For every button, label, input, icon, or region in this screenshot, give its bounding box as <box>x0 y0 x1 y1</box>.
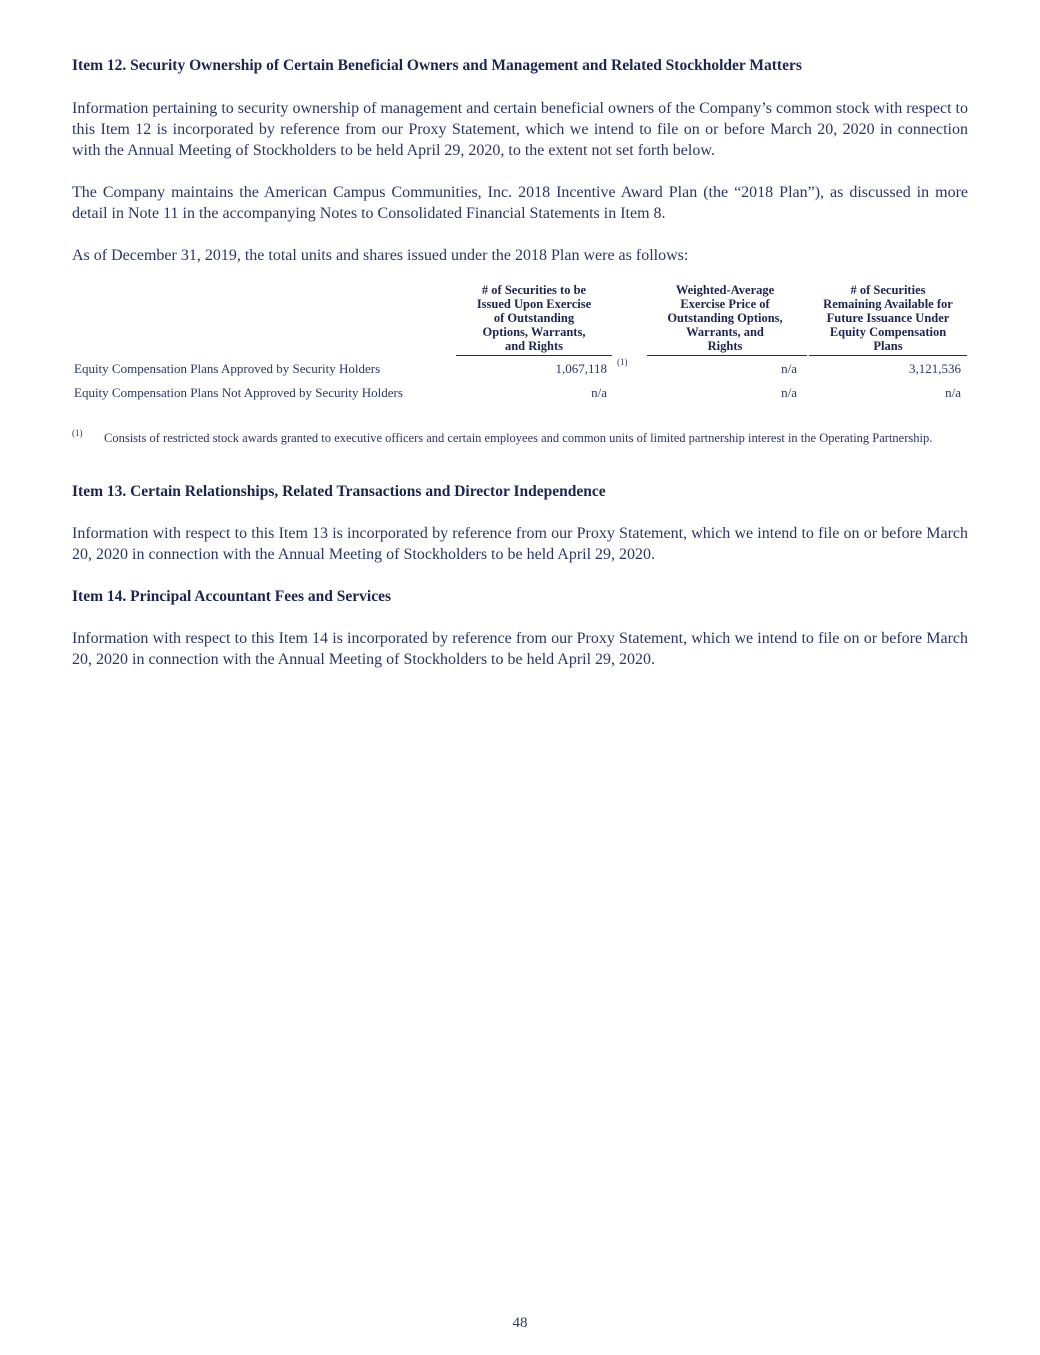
header-line: Equity Compensation <box>829 325 947 339</box>
column-underline <box>456 355 612 356</box>
header-line: Weighted-Average <box>675 283 775 297</box>
header-line: Remaining Available for <box>823 297 953 311</box>
row-label: Equity Compensation Plans Approved by Security Holders <box>74 361 381 376</box>
securities-remaining-value: 3,121,536 <box>909 361 961 376</box>
header-line: of Outstanding <box>493 311 575 325</box>
item12-paragraph-3: As of December 31, 2019, the total units and shares issued under the 2018 Plan were as follows: <box>72 247 689 264</box>
item13-paragraph: Information with respect to this Item 13 is incorporated by reference from our Proxy Statement, which we intend to file on or before March 20, 2020 in connection with the Annual Meeting of Stockholders to be held April 29, 2020. <box>72 525 968 563</box>
header-line: # of Securities to be <box>481 283 587 297</box>
item12-paragraph-1: Information pertaining to security ownership of management and certain beneficial owners of the Company’s common stock with respect to this Item 12 is incorporated by reference from our Proxy Statement, which we intend to file on or before March 20, 2020 in connection with the Annual Meeting of Stockholders to be held April 29, 2020, to the extent not set forth below. <box>72 100 968 159</box>
item12-paragraph-2: The Company maintains the American Campus Communities, Inc. 2018 Incentive Award Plan (the “2018 Plan”), as discussed in more detail in Note 11 in the accompanying Notes to Consolidated Financial Statements in Item 8. <box>72 184 968 222</box>
header-line: and Rights <box>504 339 563 353</box>
weighted-average-price-value: n/a <box>781 385 797 400</box>
header-line: Future Issuance Under <box>826 311 950 325</box>
column-underline <box>647 355 807 356</box>
header-line: Issued Upon Exercise <box>476 297 592 311</box>
row-label: Equity Compensation Plans Not Approved by Security Holders <box>74 385 403 400</box>
item14-heading: Item 14. Principal Accountant Fees and Services <box>72 588 392 605</box>
header-line: Warrants, and <box>686 325 764 339</box>
header-line: Rights <box>707 339 743 353</box>
item14-paragraph: Information with respect to this Item 14 is incorporated by reference from our Proxy Statement, which we intend to file on or before March 20, 2020 in connection with the Annual Meeting of Stockholders to be held April 29, 2020. <box>72 630 968 668</box>
header-line: Outstanding Options, <box>667 311 783 325</box>
column-underline <box>809 355 967 356</box>
footnote-marker: (1) <box>72 428 83 438</box>
header-line: Exercise Price of <box>680 297 770 311</box>
item13-heading: Item 13. Certain Relationships, Related Transactions and Director Independence <box>72 483 606 500</box>
securities-remaining-value: n/a <box>945 385 961 400</box>
footnote-text: Consists of restricted stock awards granted to executive officers and certain employees and common units of limited partnership interest in the Operating Partnership. <box>104 431 933 445</box>
item12-heading: Item 12. Security Ownership of Certain Beneficial Owners and Management and Related Stockholder Matters <box>72 57 802 74</box>
weighted-average-price-value: n/a <box>781 361 797 376</box>
column-header-securities-to-be-issued <box>456 283 612 353</box>
securities-to-be-issued-value: n/a <box>591 385 607 400</box>
column-header-securities-remaining <box>809 283 967 353</box>
column-header-weighted-average-price <box>647 283 803 353</box>
securities-to-be-issued-value: 1,067,118 <box>555 361 607 376</box>
page-number: 48 <box>512 1315 528 1331</box>
footnote-reference: (1) <box>617 357 628 367</box>
header-line: Options, Warrants, <box>482 325 586 339</box>
header-line: Plans <box>873 339 903 353</box>
header-line: # of Securities <box>850 283 926 297</box>
